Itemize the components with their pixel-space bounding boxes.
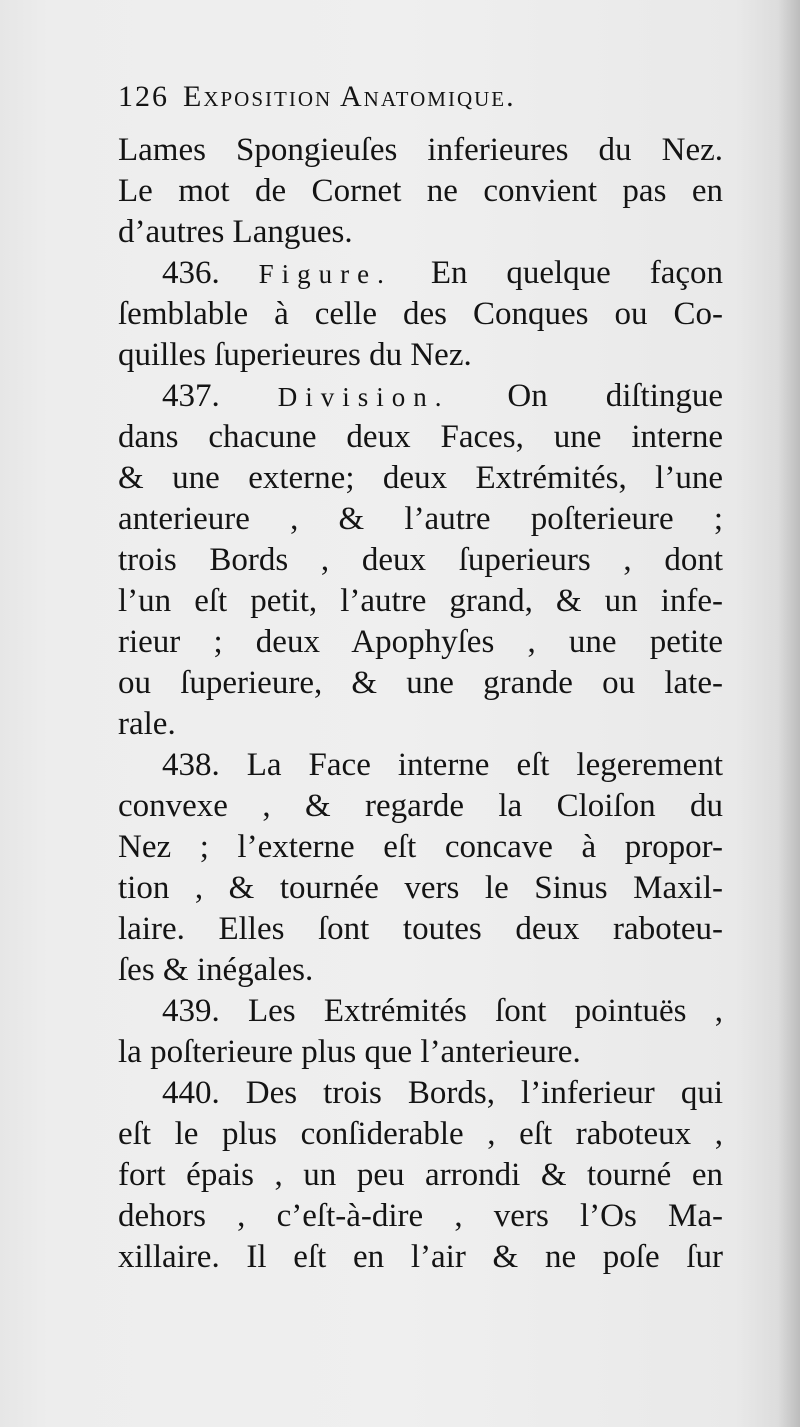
text-fragment: On diſtingue [507,378,724,414]
paragraph-number: 437. [162,378,220,414]
text-fragment: Des trois Bords, l’inferieur qui [245,1075,723,1111]
paragraph-start-440 [118,1073,723,1114]
paragraph-number: 436. [162,255,220,291]
paragraph-number: 440. [162,1075,220,1111]
page-number: 126 [118,80,169,113]
paragraph-start-436 [118,253,723,294]
page-edge-shadow [778,0,800,1427]
text-line: l’un eſt petit, l’autre grand, & un infe- [118,583,723,619]
text-line: rale. [118,706,176,742]
paragraph-number: 438. [162,747,220,783]
text-line: xillaire. Il eſt en l’air & ne poſe ſur [118,1239,723,1275]
text-line: tion , & tournée vers le Sinus Maxil- [118,870,723,906]
paragraph-number: 439. [162,993,220,1029]
section-heading: Division. [277,382,450,412]
running-header [118,80,678,124]
text-line: ſes & inégales. [118,952,314,988]
text-line: eſt le plus conſiderable , eſt raboteux , [118,1116,723,1152]
text-line: ſemblable à celle des Conques ou Co- [118,296,723,332]
text-line: rieur ; deux Apophyſes , une petite [118,624,723,660]
text-fragment: Les Extrémités ſont pointuës , [248,993,723,1029]
text-line: & une externe; deux Extrémités, l’une [118,460,723,496]
text-line: trois Bords , deux ſuperieurs , dont [118,542,723,578]
body-text [118,130,723,1278]
text-line: ou ſuperieure, & une grande ou late- [118,665,723,701]
text-line: la poſterieure plus que l’anterieure. [118,1034,581,1070]
text-line: d’autres Langues. [118,214,353,250]
paragraph-start-437 [118,376,723,417]
section-heading: Figure. [258,259,392,289]
text-line: dans chacune deux Faces, une interne [118,419,723,455]
text-fragment: En quelque façon [430,255,724,291]
text-line: Lames Spongieuſes inferieures du Nez. [118,132,723,168]
text-line: quilles ſuperieures du Nez. [118,337,472,373]
paragraph-start-438 [118,745,723,786]
text-line: anterieure , & l’autre poſterieure ; [118,501,723,537]
text-line: Le mot de Cornet ne convient pas en [118,173,723,209]
paragraph-start-439 [118,991,723,1032]
text-fragment: La Face interne eſt legerement [246,747,723,783]
running-title: Exposition Anatomique. [183,80,516,113]
text-line: Nez ; l’externe eſt concave à propor- [118,829,723,865]
text-line: dehors , c’eſt-à-dire , vers l’Os Ma- [118,1198,723,1234]
text-line: convexe , & regarde la Cloiſon du [118,788,723,824]
text-line: fort épais , un peu arrondi & tourné en [118,1157,723,1193]
text-line: laire. Elles ſont toutes deux raboteu- [118,911,723,947]
